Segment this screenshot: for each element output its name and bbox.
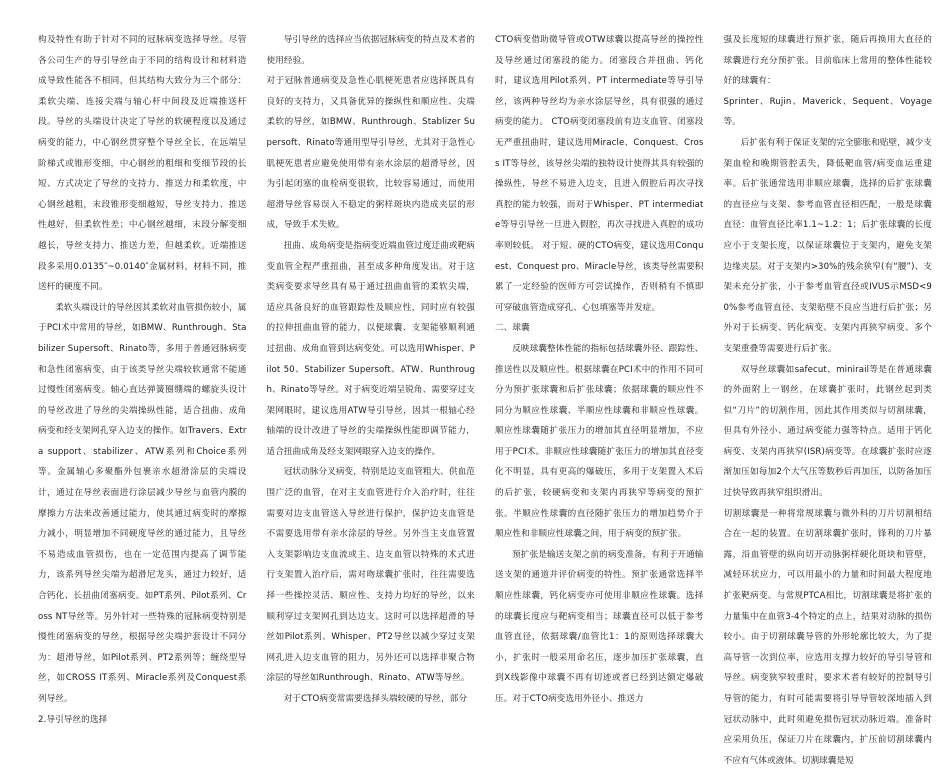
paragraph: 强及长度短的球囊进行预扩张，随后再换用大直径的球囊进行充分预扩张。目前临床上常用的整体性能较好的球囊有： (723, 35, 932, 87)
text-column-2 (266, 30, 476, 704)
paragraph: 构及特性有助于针对不同的冠脉病变选择导丝。尽管各公司生产的导引导丝由于不同的结构设计和材料造成导致性能各不相同，但其结构大致分为三个部分：柔软尖端、连接尖端与轴心杆中间段及近端推送杆段。导丝的头端设计决定了导丝的软硬程度以及通过病变的能力，中心钢丝贯穿整个导丝全长，在远端呈阶梯式或锥形变细，中心钢丝的粗细和变细节段的长短、方式决定了导丝的支持力、推送力和柔软度，中心钢丝越粗，末段锥形变细越短，导丝支持力、推送性越好，但柔软性差；中心钢丝越细，末段分解变细越长，导丝支持力、推送力差，但越柔软。近端推送段多采用0.0135″~0.0140″金属材料，材料不同，推送杆的硬度不同。 (38, 35, 247, 293)
paragraph: 切割球囊是一种将常规球囊与微外科的刀片切割相结合在一起的装置。在切割球囊扩张时，锋利的刀片暴露，沿血管壁的纵向切开动脉粥样硬化斑块和管壁，减轻环状应力，可以用最小的力量和时间最大程度地扩张靶病变。与常规PTCA相比，切割球囊是将扩张的力量集中在血管3-4个特定的点上，结果对动脉的损伤较小。由于切割球囊导管的外形轮廓比较大，为了提高导管一次到位率，应选用支撑力较好的导引导管和导丝。病变狭窄较重时，要求术者有较好的控制导引导管的能力，有时可能需要将引导导管较深地插入到冠状动脉中，此时须避免损伤冠状动脉近端。准备时应采用负压，保证刀片在球囊内，扩压前切割球囊内不应有气体或液体。切割球囊是短 (723, 508, 932, 766)
text-column-4 (723, 30, 933, 766)
section-heading: 二、球囊 (495, 323, 530, 334)
paragraph: Sprinter、Rujin、Maverick、Sequent、Voyage等。 (723, 96, 932, 128)
section-heading: 2.导引导丝的选择 (38, 714, 108, 725)
paragraph: 对于CTO病变常需要选择头端较硬的导丝，部分 (283, 694, 468, 704)
paragraph: 后扩张有利于保证支架的完全膨胀和贴壁，减少支架血栓和晚期管腔丢失，降低靶血管/病变血运重建率。后扩张通常选用非顺应球囊，选择的后扩张球囊的直径应与支架、参考血管直径相匹配，一般是球囊直径：血管直径比率1.1~1.2：1；后扩张球囊的长度应小于支架长度，以保证球囊位于支架内，避免支架边缘夹层。对于支架内>30%的残余狭窄(有“腰”)、支架未充分扩张，小于参考血管直径或IVUS示MSD<90%参考血管直径、支架贴壁不良应当进行后扩张；另外对于长病变、钙化病变、支架内再狭窄病变、多个支架重叠等需要进行后扩张。 (723, 137, 932, 354)
paragraph: 冠状动脉分叉病变，特别是边支血管粗大、供血范围广泛的血管，在对主支血管进行介入治疗时，往往需要对边支血管送入导丝进行保护，保护边支血管是不需要选用带有亲水涂层的导丝。另外当主支血管置入支架影响边支血流或主、边支血管以特殊的术式进行支架置入治疗后，需对吻球囊扩张时，往往需要选择一些操控灵活、顺应性、支持力均好的导丝，以来顺利穿过支架网孔到达边支。这时可以选择超滑的导丝如Pilot系列、Whisper、PT2导丝以减少穿过支架网孔进入边支血管的阻力，另外还可以选择非聚合物涂层的导丝如Runthrough、Rinato、ATW等导丝。 (266, 467, 475, 684)
text-column-3 (495, 30, 704, 704)
paragraph: 双导丝球囊如safecut、minirail等是在普通球囊的外面附上一钢丝，在球囊扩张时，此钢丝起到类似“刀片”的切割作用，因此其作用类似与切割球囊，但具有外径小、通过病变能力强等特点。适用于钙化病变、支架内再狭窄(ISR)病变等。在球囊扩张时应逐渐加压如每加2个大气压等数秒后再加压，以防备加压过快导致再狭窄组织滑出。 (723, 364, 932, 499)
paragraph: 导引导丝的选择应当依据冠脉病变的特点及术者的使用经验。 (266, 35, 475, 66)
paragraph: 对于冠脉普通病变及急性心肌梗死患者应选择既具有良好的支持力，又具备优异的操纵性和顺应性、尖端柔软的导丝，如BMW、Runthrough、Stablizer Supersoft、Rinato等通用型导引导丝，尤其对于急性心肌梗死患者应避免使用带有亲水涂层的超滑导丝，因为引起闭塞的血栓病变很软，比较容易通过，而使用超滑导丝容易误入不稳定的粥样斑块内造成夹层的形成，导致手术失败。 (266, 76, 475, 231)
paragraph: 柔软头端设计的导丝因其柔软对血管损伤较小，属于PCI术中常用的导丝，如BMW、Runthrough、Stabilizer Supersoft、Rinato等，多用于普通冠脉病变和急性闭塞病变，由于该类导丝尖端较软通常不能通过慢性闭塞病变。轴心直达弹簧圈绷端的螺旋头设计的导丝改进了导丝的尖端操纵性能，适合扭曲、成角病变和经支架网孔穿入边支的操作。如Travers、Extra support、stabilizer、ATW系列和Choice系列等。金属轴心多聚酯外包裹亲水超滑涂层的尖端设计，通过在导丝表面进行涂层减少导丝与血管内膜的摩擦力方法来改善通过能力，使其通过病变时的摩擦力减小，明显增加不同硬度导丝的通过能力，且导丝不易造成血管损伤，也在一定范围内提高了调节能力，该系列导丝尖端为超滑尼龙头，通过力较好，适合钙化、长扭曲闭塞病变。如PT系列、Pilot系列、Cross NT导丝等。另外针对一些特殊的冠脉病变特别是慢性闭塞病变的导丝，根据导丝尖端护套设计不同分为：超滑导丝，如Pilot系列、PT2系列等；缠绕型导丝，如CROSS IT系列、Miracle系列及Conquest系列导丝。 (38, 302, 247, 704)
text-column-1 (38, 30, 247, 725)
paragraph: 反映球囊整体性能的指标包括球囊外径、跟踪性、推送性以及顺应性。根据球囊在PCI术中的作用不同可分为预扩张球囊和后扩张球囊；依据球囊的顺应性不同分为顺应性球囊、半顺应性球囊和非顺应性球囊。顺应性球囊随扩张压力的增加其直径明显增加，不应用于PCI术。非顺应性球囊随扩张压力的增加其直径变化不明显，具有更高的爆破压，多用于支架置入术后的后扩张，较硬病变和支架内再狭窄等病变的预扩张。半顺应性球囊的直径随扩张压力的增加趋势介于顺应性和非顺应性球囊之间，用于病变的预扩张。 (495, 343, 704, 540)
paragraph: 预扩张是输送支架之前的病变准备，有利于开通输送支架的通道并评价病变的特性。预扩张通常选择半顺应性球囊，钙化病变亦可使用非顺应性球囊。选择的球囊长度应与靶病变相当；球囊直径可以低于参考血管直径，依据球囊/血管比1：1的原则选择球囊大小，扩张时一般采用命名压，逐步加压扩张球囊，直到X线影像中球囊不再有切迹或者已经到达额定爆破压。对于CTO病变选用外径小、推送力 (495, 549, 704, 704)
paragraph: 扭曲、成角病变是指病变近端血管过度迂曲或靶病变血管全程严重扭曲，甚至成多种角度发出。对于这类病变要求导丝具有易于通过扭曲血管的柔软尖端，适应具备良好的血管跟踪性及顺应性，同时应有较强的拉伸扭曲血管的能力，以便球囊、支架能够顺利通过扭曲、成角血管到达病变处。可以选用Whisper、Pilot 50、Stabilizer Supersoft、ATW、Runthrough、Rinato等导丝。对于病变近端呈锐角、需要穿过支架网眼时，建议选用ATW导引导丝，因其一根轴心经轴端的设计改进了导丝的尖端操纵性能即调节能力，适合扭曲成角及经支架网眼穿入边支的操作。 (266, 240, 475, 457)
paragraph: CTO病变借助微导管或OTW球囊以提高导丝的操控性及导丝通过闭塞段的能力。闭塞段合并扭曲、钙化时，建议选用Pilot系列、PT intermediate等导引导丝，该两种导丝均为亲水涂层导丝，具有很强的通过病变的能力。 CTO病变闭塞段前有边支血管、闭塞段无严重扭曲时，建议选用Miracle、Conquest、Cross IT等导丝，该导丝尖端的独特设计使得其具有较强的操纵性，导丝不易进入边支，且进入假腔后再次寻找真腔的能力较强，而对于Whisper、PT intermediate等导引导丝一旦进入假腔，再次寻找进入真腔的成功率则较低。 对于短、硬的CTO病变，建议选用Conquest、Conquest pro、Miracle导丝，该类导丝需要积累了一定经验的医师方可尝试操作，否则稍有不慎即可穿破血管造成穿孔、心包填塞等并发症。 (495, 35, 704, 313)
